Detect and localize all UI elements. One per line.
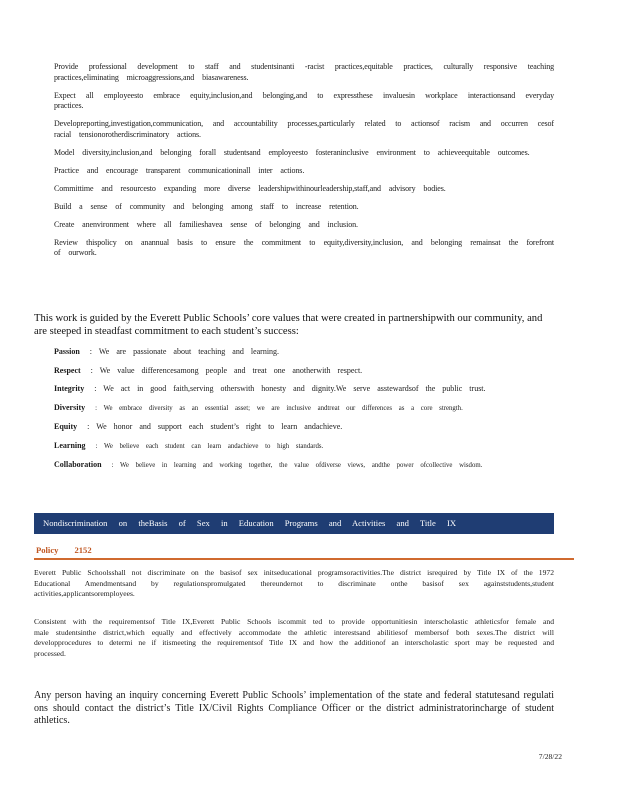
policy-paragraph: Consistent with the requirementsof Title IX,Everett Public Schools iscommit ted to provide opportunitiesin interscholastic athleticsfor female and male studentsinthe district,which equally and effectively accommodate the athletic interestsand abilitiesof membersof both sexes.The district will developprocedures to determi ne if itismeeting the requirementsof Title IX and how the additionof an interscholastic sport may be requested and processed. — [34, 617, 554, 658]
list-item — [34, 166, 554, 177]
list-item-text: Committime and resourcesto expanding more diverse leadershipwithinourleadership,staff,and advisory bodies. — [54, 183, 446, 193]
policy-paragraph: Everett Public Schoolsshall not discriminate on the basisof sex initseducational programsoractivities.The district isrequired by Title IX of the 1972 Educational Amendmentsand by regulationspromulgated thereundernot to discriminate onthe basisof sex againststudents,student activities,applicantsoremployees. — [34, 568, 554, 598]
list-item — [34, 202, 554, 213]
section-header-bar: Nondiscrimination on theBasis of Sex in Education Programs and Activities and Title IX — [34, 513, 554, 534]
core-value-respect — [34, 366, 554, 377]
list-item-text: Expect all employeesto embrace equity,inclusion,and belonging,and to expressthese invaluesin workplace interactionsand everyday practices. — [54, 90, 554, 110]
core-value-name: Integrity — [54, 384, 85, 393]
core-value-description: : We believe in learning and working together, the value ofdiverse views, andthe power ofcollective wisdom. — [111, 462, 483, 469]
list-item-text: Model diversity,inclusion,and belonging forall studentsand employeesto fosteraninclusive environment to achieveequitable outcomes. — [54, 147, 530, 157]
core-value-integrity — [34, 384, 554, 395]
core-value-equity — [34, 422, 554, 433]
list-item — [34, 119, 554, 140]
core-value-description: : We value differencesamong people and treat one anotherwith respect. — [90, 365, 363, 375]
core-value-description: : We act in good faith,serving otherswith honesty and dignity.We serve asstewardsof the public trust. — [94, 384, 486, 393]
core-value-name: Learning — [54, 440, 86, 450]
policy-label: Policy — [36, 545, 59, 555]
footer-date: 7/28/22 — [538, 752, 562, 761]
core-value-learning — [34, 441, 554, 453]
list-item-text: Provide professional development to staff and studentsinanti -racist practices,equitable practices, culturally responsive teaching practices,eliminating microaggressions,and biasawareness. — [54, 62, 554, 82]
core-value-name: Diversity — [54, 402, 86, 412]
core-value-name: Equity — [54, 422, 78, 431]
core-value-description: : We are passionate about teaching and learning. — [89, 347, 280, 356]
list-item — [34, 220, 554, 231]
list-item-text: Review thispolicy on anannual basis to ensure the commitment to equity,diversity,inclusion, and belonging remainsat the forefront of ourwork. — [54, 237, 554, 257]
core-value-passion — [34, 347, 554, 358]
core-value-name: Respect — [54, 365, 81, 375]
policy-heading — [36, 545, 92, 555]
list-item — [34, 238, 554, 259]
core-values-intro: This work is guided by the Everett Public Schools’ core values that were created in partnershipwith our community, and are steeped in steadfast commitment to each student’s success: — [34, 313, 543, 337]
core-values-list — [34, 347, 554, 480]
policy-number: 2152 — [74, 545, 92, 555]
list-item — [34, 91, 554, 112]
core-value-name: Passion — [54, 347, 80, 356]
list-item-text: Create anenvironment where all familieshavea sense of belonging and inclusion. — [54, 219, 358, 229]
core-value-collaboration — [34, 460, 554, 472]
list-item — [34, 184, 554, 195]
core-value-diversity — [34, 403, 554, 415]
list-item-text: Developreporting,investigation,communication, and accountability processes,particularly related to actionsof racism and occurren cesof racial tensionorotherdiscriminatory actions. — [54, 119, 554, 139]
core-value-description: : We embrace diversity as an essential asset; we are inclusive andtreat our differences as a core strength. — [95, 404, 463, 412]
list-item — [34, 148, 554, 159]
core-value-name: Collaboration — [54, 460, 102, 469]
core-value-description: : We believe each student can learn andachieve to high standards. — [95, 442, 324, 450]
core-value-description: : We honor and support each student’s right to learn andachieve. — [87, 422, 343, 431]
list-item-text: Build a sense of community and belonging among staff to increase retention. — [54, 201, 359, 211]
policy-divider — [34, 558, 574, 560]
list-item-text: Practice and encourage transparent communicationinall inter actions. — [54, 165, 305, 175]
list-item — [34, 62, 554, 83]
inquiry-paragraph: Any person having an inquiry concerning Everett Public Schools’ implementation of the state and federal statutesand regulati ons should contact the district’s Title IX/Civil Rights Compliance Officer or the district administratorincharge of student athletics. — [34, 690, 554, 726]
action-bullet-list — [34, 62, 554, 266]
